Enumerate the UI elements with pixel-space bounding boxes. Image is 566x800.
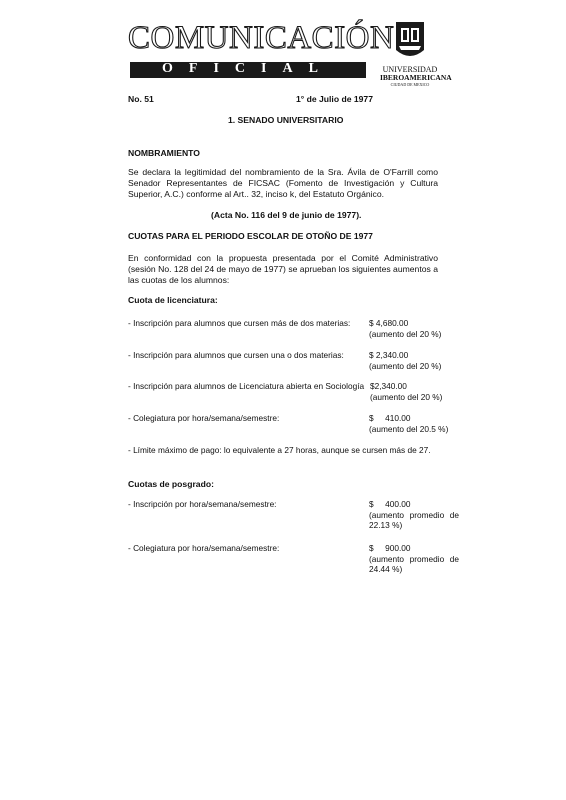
fee-label: - Inscripción para alumnos de Licenciatura abierta en Sociología	[128, 381, 365, 391]
fee-increase-note: (aumento del 20 %)	[370, 391, 443, 402]
payment-limit-text: - Límite máximo de pago: lo equivalente a 27 horas, aunque se cursen más de 27.	[128, 445, 431, 455]
fee-value	[369, 499, 459, 531]
fee-amount: $ 400.00	[369, 499, 411, 509]
nombramiento-heading: NOMBRAMIENTO	[128, 148, 200, 158]
nombramiento-text: Se declara la legitimidad del nombramiento de la Sra. Ávila de O'Farrill como Senador Representantes de FICSAC (Fomento de Investigación y Cultura Superior, A.C.) conforme al Art.. 32, inciso k, del Estatuto Orgánico.	[128, 167, 438, 199]
logo-line-2: IBEROAMERICANA	[380, 73, 452, 82]
fee-amount: $ 2,340.00	[369, 350, 409, 360]
fee-value	[369, 543, 459, 575]
fee-amount: $ 900.00	[369, 543, 411, 553]
cuotas-intro: En conformidad con la propuesta presentada por el Comité Administrativo (sesión No. 128 del 24 de mayo de 1977) se aprueban los siguientes aumentos a las cuotas de los alumnos:	[128, 253, 438, 285]
acta-reference: (Acta No. 116 del 9 de junio de 1977).	[211, 210, 362, 220]
crest-icon	[393, 20, 427, 64]
fee-label: - Inscripción para alumnos que cursen más de dos materias:	[128, 318, 351, 328]
licenciatura-heading: Cuota de licenciatura:	[128, 295, 218, 305]
bulletin-date: 1° de Julio de 1977	[296, 94, 373, 104]
masthead-title: COMUNICACIÓN	[128, 20, 395, 56]
fee-value	[369, 413, 459, 434]
masthead-subtitle: OFICIAL	[162, 61, 334, 76]
fee-increase-note: (aumento del 20.5 %)	[369, 423, 449, 434]
fee-value	[369, 350, 459, 371]
fee-increase-note: (aumento del 20 %)	[369, 360, 442, 371]
university-logo	[380, 20, 452, 94]
masthead-bar	[130, 62, 366, 78]
logo-line-1: UNIVERSIDAD	[382, 65, 438, 74]
section-title: 1. SENADO UNIVERSITARIO	[228, 115, 344, 125]
fee-amount: $2,340.00	[370, 381, 407, 391]
fee-amount: $ 4,680.00	[369, 318, 409, 328]
posgrado-heading: Cuotas de posgrado:	[128, 479, 214, 489]
fee-label: - Inscripción para alumnos que cursen una o dos materias:	[128, 350, 344, 360]
logo-line-3: CIUDAD DE MEXICO	[390, 81, 430, 87]
cuotas-heading: CUOTAS PARA EL PERIODO ESCOLAR DE OTOÑO DE 1977	[128, 231, 373, 241]
fee-value	[370, 381, 460, 402]
fee-increase-note: (aumento promedio de 22.13 %)	[369, 509, 459, 530]
fee-increase-note: (aumento promedio de 24.44 %)	[369, 553, 459, 574]
bulletin-number: No. 51	[128, 94, 154, 104]
fee-increase-note: (aumento del 20 %)	[369, 328, 442, 339]
fee-value	[369, 318, 459, 339]
fee-label: - Inscripción por hora/semana/semestre:	[128, 499, 277, 509]
fee-label: - Colegiatura por hora/semana/semestre:	[128, 543, 280, 553]
fee-amount: $ 410.00	[369, 413, 411, 423]
fee-label: - Colegiatura por hora/semana/semestre:	[128, 413, 280, 423]
